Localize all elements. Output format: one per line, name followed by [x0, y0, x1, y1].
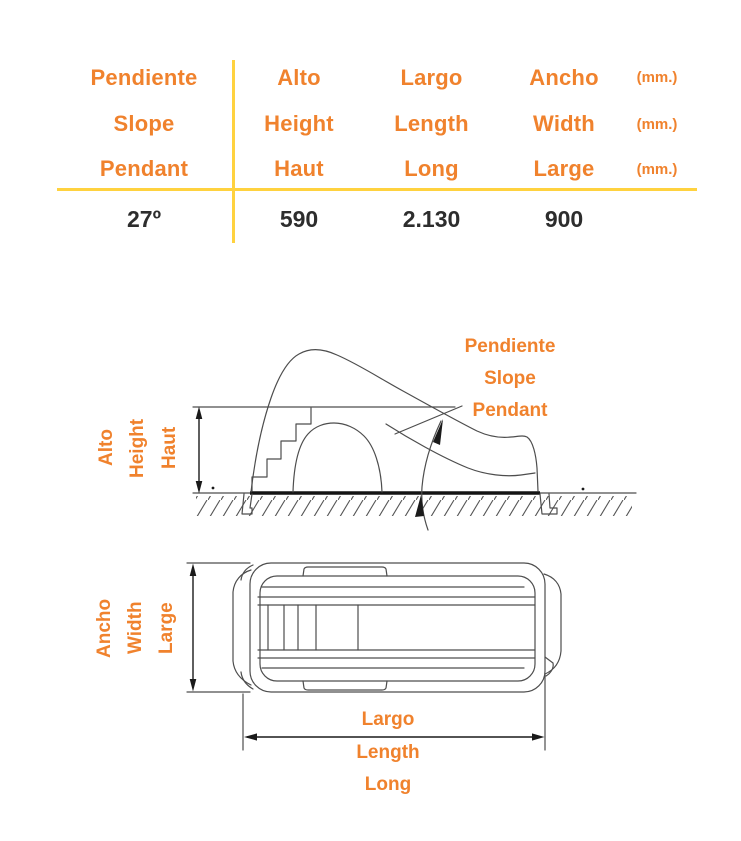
reference-dot-right — [582, 488, 585, 491]
arrowhead-down — [196, 481, 203, 494]
top-length-label-es: Largo — [361, 709, 415, 730]
table-vertical-rule — [232, 60, 235, 243]
top-length-label-en: Length — [356, 742, 420, 763]
top-tab — [303, 567, 387, 576]
table-horizontal-rule — [57, 188, 697, 191]
table-header-row-en — [55, 100, 698, 148]
header-alto: Alto — [277, 64, 321, 90]
table-header-row-es — [55, 55, 698, 100]
value-empty — [630, 190, 698, 248]
arrowhead-up — [190, 564, 197, 577]
value-slope: 27º — [127, 205, 161, 232]
header-width: Width — [533, 111, 595, 136]
header-long: Long — [404, 156, 459, 181]
arrowhead-right — [532, 733, 545, 740]
unit-mm: (mm.) — [636, 115, 678, 133]
value-width: 900 — [544, 205, 584, 232]
inner-shell — [260, 576, 535, 681]
header-largo: Largo — [400, 64, 463, 90]
side-slope-label-fr: Pendant — [472, 400, 548, 421]
arrowhead-down — [190, 679, 197, 692]
top-width-label-fr: Large — [156, 602, 177, 654]
table-header-row-fr — [55, 148, 698, 190]
unit-mm: (mm.) — [636, 69, 678, 86]
header-haut: Haut — [274, 156, 324, 181]
top-width-label-es: Ancho — [94, 598, 115, 658]
value-height: 590 — [279, 205, 319, 232]
top-width-label-en: Width — [125, 601, 146, 655]
bottom-tab — [303, 681, 387, 690]
arrowhead-left — [244, 733, 257, 740]
top-view-outline — [233, 563, 561, 692]
value-length: 2.130 — [402, 205, 461, 232]
left-bumper-outer — [233, 570, 251, 685]
arrowhead-up — [196, 407, 203, 420]
header-pendiente: Pendiente — [90, 64, 198, 90]
right-bumper — [544, 574, 561, 674]
header-length: Length — [394, 111, 469, 136]
top-length-label-fr: Long — [364, 774, 412, 795]
outer-shell — [250, 563, 545, 692]
side-height-label-en: Height — [127, 418, 148, 478]
side-height-label-fr: Haut — [159, 426, 180, 470]
tunnel-arch — [293, 423, 382, 492]
side-height-label-es: Alto — [96, 429, 117, 467]
height-dimension — [193, 407, 455, 494]
header-height: Height — [264, 111, 334, 136]
chute-rails-top-view — [258, 587, 535, 668]
side-slope-label-en: Slope — [484, 368, 536, 389]
header-large: Large — [533, 156, 595, 181]
header-slope: Slope — [113, 111, 175, 136]
spec-table — [55, 55, 698, 248]
chute-lower-edge — [386, 424, 535, 476]
header-pendant: Pendant — [99, 156, 189, 181]
steps-top-view — [268, 605, 358, 650]
reference-dot-left — [212, 487, 215, 490]
unit-mm: (mm.) — [636, 160, 678, 178]
stairs-outline — [252, 408, 311, 491]
left-bumper-inner — [241, 565, 253, 689]
side-slope-label-es: Pendiente — [464, 336, 556, 357]
table-value-row — [55, 190, 698, 248]
ground — [193, 493, 636, 516]
angle-arrowhead-top — [433, 419, 443, 445]
header-ancho: Ancho — [529, 64, 599, 90]
